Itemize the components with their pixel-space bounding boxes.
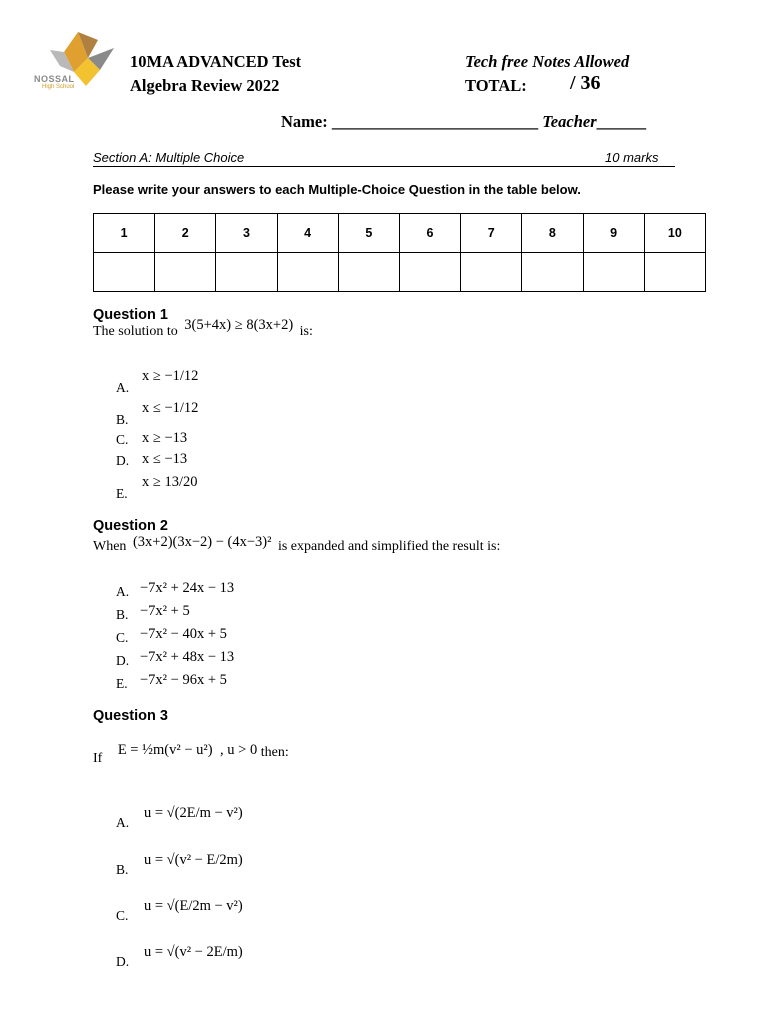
name-blank: _________________________ <box>331 112 539 131</box>
section-rule <box>93 166 675 167</box>
column-header: 5 <box>338 214 399 253</box>
option-expression: u = √(2E/m − v²) <box>144 805 243 821</box>
prompt-prefix: The solution to <box>93 324 178 339</box>
test-title: 10MA ADVANCED Test <box>130 52 302 71</box>
prompt-suffix: then: <box>260 745 289 760</box>
option-letter: A. <box>116 815 130 830</box>
prompt-suffix: is expanded and simplified the result is: <box>277 539 501 554</box>
prompt-expression: (3x+2)(3x−2) − (4x−3)² <box>132 534 272 550</box>
answer-cell[interactable] <box>216 253 277 292</box>
column-header: 6 <box>399 214 460 253</box>
answer-cell[interactable] <box>155 253 216 292</box>
notes-allowed: Tech free Notes Allowed <box>465 52 630 71</box>
question-1-heading: Question 1 <box>93 307 168 323</box>
option-letter: B. <box>116 412 129 427</box>
section-marks: 10 marks <box>605 150 659 165</box>
question-1-prompt <box>93 317 313 340</box>
answer-table-header <box>94 214 706 253</box>
option-letter: E. <box>116 486 128 501</box>
option-expression: x ≤ −1/12 <box>142 400 199 416</box>
question-3-heading: Question 3 <box>93 708 168 724</box>
option-expression: u = √(v² − E/2m) <box>144 852 243 868</box>
option-letter: D. <box>116 653 130 668</box>
answer-cell[interactable] <box>583 253 644 292</box>
column-header: 1 <box>94 214 155 253</box>
question-3-prompt <box>93 742 289 766</box>
option-expression: u = √(v² − 2E/m) <box>144 944 243 960</box>
prompt-suffix: is: <box>299 324 313 339</box>
prompt-prefix: If <box>93 751 103 766</box>
option-expression: −7x² + 5 <box>140 603 190 619</box>
option-expression: u = √(E/2m − v²) <box>144 898 243 914</box>
prompt-prefix: When <box>93 539 127 554</box>
column-header: 8 <box>522 214 583 253</box>
question-2-prompt <box>93 534 501 555</box>
school-logo <box>30 30 120 96</box>
answer-table <box>93 213 706 292</box>
option-expression: x ≥ −1/12 <box>142 368 199 384</box>
answer-cell[interactable] <box>94 253 155 292</box>
option-letter: C. <box>116 630 129 645</box>
logo-text: NOSSAL <box>34 74 75 84</box>
answer-cell[interactable] <box>461 253 522 292</box>
option-expression: −7x² − 40x + 5 <box>140 626 227 642</box>
prompt-condition: , u > 0 <box>220 742 258 758</box>
logo-subtext: High School <box>42 84 75 90</box>
name-label: Name: <box>281 112 328 131</box>
total-label: TOTAL: <box>465 76 527 95</box>
total-value: / 36 <box>570 72 601 94</box>
answer-cell[interactable] <box>522 253 583 292</box>
option-letter: D. <box>116 954 130 969</box>
answer-cell[interactable] <box>644 253 705 292</box>
prompt-expression: E = ½m(v² − u²) <box>117 742 213 758</box>
option-letter: B. <box>116 862 129 877</box>
option-expression: −7x² + 48x − 13 <box>140 649 235 665</box>
option-letter: C. <box>116 908 129 923</box>
column-header: 3 <box>216 214 277 253</box>
option-letter: A. <box>116 380 130 395</box>
option-letter: B. <box>116 607 129 622</box>
answer-table-row <box>94 253 706 292</box>
answer-cell[interactable] <box>399 253 460 292</box>
question-2-heading: Question 2 <box>93 518 168 534</box>
option-expression: x ≥ −13 <box>142 430 188 446</box>
teacher-label: Teacher <box>542 112 597 131</box>
teacher-blank: ______ <box>596 112 647 131</box>
option-expression: x ≥ 13/20 <box>142 474 198 490</box>
option-letter: E. <box>116 676 128 691</box>
column-header: 4 <box>277 214 338 253</box>
option-letter: C. <box>116 432 129 447</box>
name-field[interactable] <box>281 112 646 132</box>
option-expression: −7x² − 96x + 5 <box>140 672 227 688</box>
option-letter: A. <box>116 584 130 599</box>
column-header: 10 <box>644 214 705 253</box>
instructions: Please write your answers to each Multiple-Choice Question in the table below. <box>93 182 581 197</box>
section-title: Section A: Multiple Choice <box>93 150 245 165</box>
column-header: 7 <box>461 214 522 253</box>
prompt-expression: 3(5+4x) ≥ 8(3x+2) <box>184 317 294 333</box>
answer-cell[interactable] <box>338 253 399 292</box>
answer-cell[interactable] <box>277 253 338 292</box>
column-header: 2 <box>155 214 216 253</box>
option-letter: D. <box>116 453 130 468</box>
option-expression: −7x² + 24x − 13 <box>140 580 235 596</box>
option-expression: x ≤ −13 <box>142 451 188 467</box>
column-header: 9 <box>583 214 644 253</box>
test-subtitle: Algebra Review 2022 <box>130 76 280 95</box>
